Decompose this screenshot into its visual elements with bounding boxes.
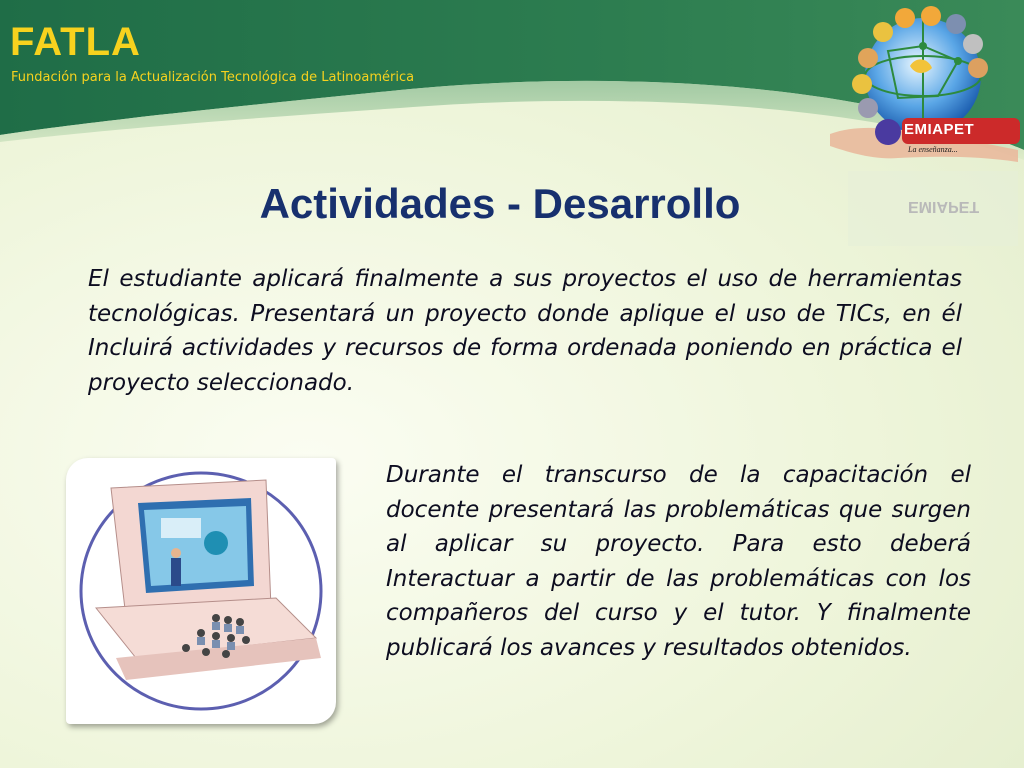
logo-label: EMIAPET bbox=[904, 121, 975, 138]
paragraph-intro: El estudiante aplicará finalmente a sus proyectos el uso de herramientas tecnológicas. Presentará un proyecto donde aplique el uso de TICs, en él Incluirá actividades y recursos de forma ordenada poniendo en práctica el proyecto seleccionado. bbox=[88, 266, 962, 396]
svg-text:EMIAPET: EMIAPET bbox=[908, 198, 980, 215]
logo-tagline: La enseñanza... bbox=[908, 145, 958, 154]
brand-name: FATLA bbox=[10, 20, 141, 64]
computer-classroom-illustration bbox=[66, 458, 336, 724]
brand-subtitle: Fundación para la Actualización Tecnológica de Latinoamérica bbox=[11, 70, 415, 85]
paragraph-development: Durante el transcurso de la capacitación el docente presentará las problemáticas que surgen al aplicar su proyecto. Para esto deberá Interactuar a partir de las problemáticas con los compañeros del curso y el tutor. Y finalmente publicará los avances y resultados obtenidos. bbox=[386, 462, 971, 661]
slide-title: Actividades - Desarrollo bbox=[259, 180, 741, 227]
